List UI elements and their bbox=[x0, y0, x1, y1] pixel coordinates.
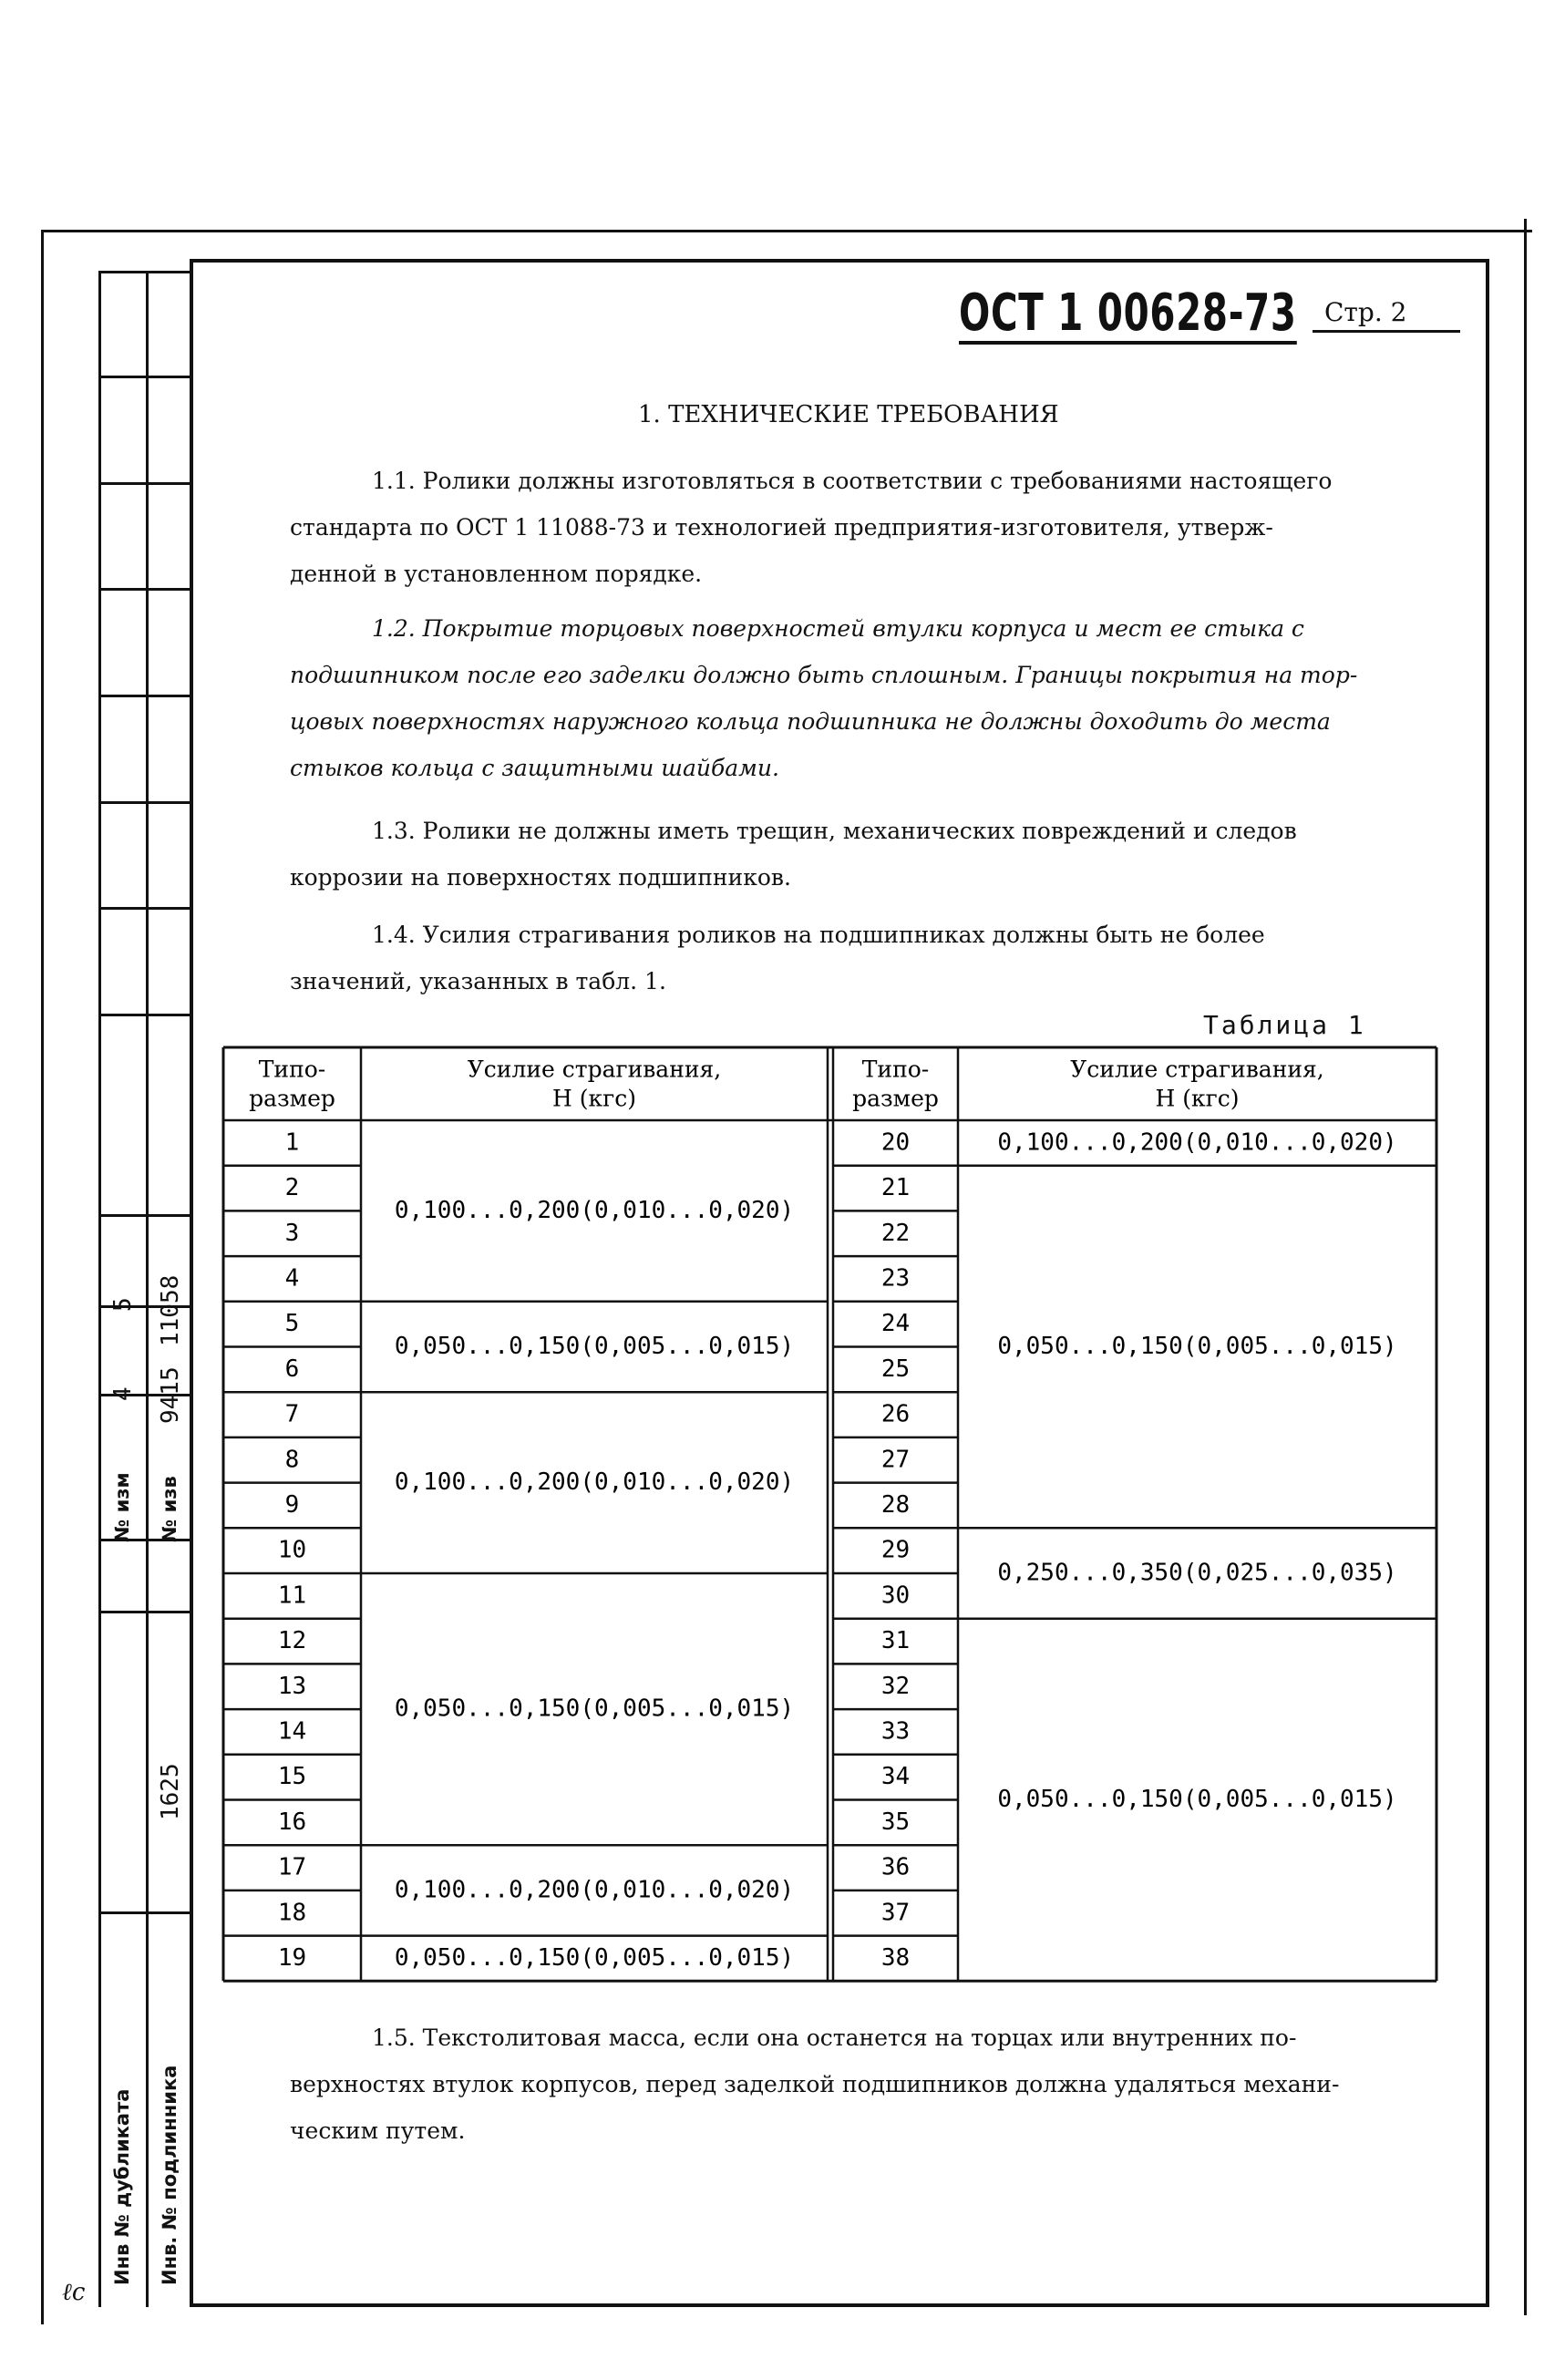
table-size-cell: 27 bbox=[880, 1446, 911, 1474]
para-line: значений, указанных в табл. 1. bbox=[290, 968, 666, 994]
table-size-cell: 21 bbox=[880, 1174, 911, 1202]
table-size-cell: 8 bbox=[284, 1446, 300, 1474]
paragraph-1-1 bbox=[290, 458, 1411, 597]
change-value-4: 4 bbox=[109, 1386, 137, 1401]
table-size-cell: 17 bbox=[277, 1853, 307, 1881]
table-size-cell: 14 bbox=[277, 1717, 307, 1746]
page-number-underline bbox=[1313, 330, 1460, 333]
table-force-cell: 0,100...0,200(0,010...0,020) bbox=[394, 1196, 795, 1224]
header-size-label: размер bbox=[249, 1085, 335, 1112]
table-size-cell: 20 bbox=[880, 1128, 911, 1157]
table-size-cell: 28 bbox=[880, 1490, 911, 1519]
para-line: стандарта по ОСТ 1 11088-73 и технологией предприятия-изготовителя, утверж- bbox=[290, 514, 1273, 541]
table-size-cell: 9 bbox=[284, 1490, 300, 1519]
para-line: денной в установленном порядке. bbox=[290, 561, 703, 587]
doc-no-label: № изв bbox=[159, 1476, 180, 1542]
table-force-cell: 0,050...0,150(0,005...0,015) bbox=[997, 1786, 1397, 1813]
side-row-line bbox=[98, 801, 191, 804]
table-size-cell: 22 bbox=[880, 1219, 911, 1247]
doc-code: ОСТ 1 00628-73 bbox=[959, 283, 1297, 343]
doc-value-11058: 11058 bbox=[157, 1274, 184, 1346]
page-number: Стр. 2 bbox=[1324, 297, 1407, 327]
para-line: ческим путем. bbox=[290, 2117, 466, 2144]
table-size-cell: 36 bbox=[880, 1853, 911, 1881]
change-value-5: 5 bbox=[109, 1297, 137, 1312]
side-row-line bbox=[98, 695, 191, 697]
side-row-line bbox=[98, 1014, 191, 1016]
side-row-line bbox=[98, 588, 191, 591]
table-size-cell: 5 bbox=[284, 1310, 300, 1338]
para-line: подшипником после его заделки должно быть сплошным. Границы покрытия на тор- bbox=[290, 662, 1358, 688]
table-force-cell: 0,100...0,200(0,010...0,020) bbox=[997, 1128, 1397, 1157]
orig-inv-value: 1625 bbox=[157, 1763, 184, 1820]
table-force-cell: 0,050...0,150(0,005...0,015) bbox=[394, 1943, 795, 1972]
side-row-line bbox=[98, 271, 191, 273]
para-line: коррозии на поверхностях подшипников. bbox=[290, 864, 791, 891]
table-size-cell: 25 bbox=[880, 1355, 911, 1383]
side-col-line bbox=[98, 271, 101, 2307]
para-line: стыков кольца с защитными шайбами. bbox=[290, 755, 779, 781]
table-force-cell: 0,250...0,350(0,025...0,035) bbox=[997, 1559, 1397, 1587]
table-size-cell: 18 bbox=[277, 1899, 307, 1927]
para-line: 1.1. Ролики должны изготовляться в соответствии с требованиями настоящего bbox=[372, 468, 1333, 494]
outer-frame-right-edge bbox=[1524, 219, 1527, 2315]
table-force-cell: 0,050...0,150(0,005...0,015) bbox=[394, 1695, 795, 1723]
table-force-cell: 0,100...0,200(0,010...0,020) bbox=[394, 1876, 795, 1904]
table-size-cell: 23 bbox=[880, 1264, 911, 1293]
table-size-cell: 35 bbox=[880, 1808, 911, 1836]
side-stamp-block bbox=[98, 271, 191, 2307]
table-size-cell: 2 bbox=[284, 1174, 300, 1202]
table-size-cell: 16 bbox=[277, 1808, 307, 1836]
table-size-cell: 12 bbox=[277, 1627, 307, 1655]
table-size-cell: 26 bbox=[880, 1400, 911, 1428]
header-size-label: размер bbox=[852, 1085, 939, 1112]
table-size-cell: 13 bbox=[277, 1672, 307, 1700]
table-size-cell: 4 bbox=[284, 1264, 300, 1293]
table-size-cell: 33 bbox=[880, 1717, 911, 1746]
side-row-line bbox=[98, 1911, 191, 1914]
table-size-cell: 34 bbox=[880, 1763, 911, 1791]
para-line: 1.2. Покрытие торцовых поверхностей втулки корпуса и мест ее стыка с bbox=[372, 615, 1304, 642]
side-col-line bbox=[146, 271, 149, 2307]
table-size-cell: 37 bbox=[880, 1899, 911, 1927]
table-size-cell: 1 bbox=[284, 1128, 300, 1157]
doc-value-9415: 9415 bbox=[157, 1366, 184, 1424]
para-line: 1.3. Ролики не должны иметь трещин, механических повреждений и следов bbox=[372, 818, 1297, 844]
table-size-cell: 3 bbox=[284, 1219, 300, 1247]
section-title: 1. ТЕХНИЧЕСКИЕ ТРЕБОВАНИЯ bbox=[638, 401, 1059, 428]
table-size-cell: 24 bbox=[880, 1310, 911, 1338]
table-size-cell: 32 bbox=[880, 1672, 911, 1700]
orig-inv-label: Инв. № подлинника bbox=[159, 2065, 180, 2285]
table-force-cell: 0,050...0,150(0,005...0,015) bbox=[997, 1333, 1397, 1360]
header-size-label: Типо- bbox=[861, 1056, 930, 1083]
table-size-cell: 19 bbox=[277, 1943, 307, 1972]
header-force-label: Усилие страгивания, bbox=[467, 1056, 722, 1083]
table-force-cell: 0,050...0,150(0,005...0,015) bbox=[394, 1333, 795, 1360]
para-line: цовых поверхностях наружного кольца подшипника не должны доходить до места bbox=[290, 708, 1331, 735]
table-size-cell: 10 bbox=[277, 1536, 307, 1564]
paragraph-1-5 bbox=[290, 2014, 1411, 2154]
table-1 bbox=[221, 1046, 1443, 2003]
table-size-cell: 7 bbox=[284, 1400, 300, 1428]
header-force-label: Н (кгс) bbox=[1155, 1085, 1240, 1112]
change-no-label: № изм bbox=[111, 1472, 133, 1542]
side-row-line bbox=[98, 482, 191, 485]
table-size-cell: 30 bbox=[880, 1582, 911, 1610]
table-size-cell: 11 bbox=[277, 1582, 307, 1610]
table-caption: Таблица 1 bbox=[1203, 1010, 1366, 1040]
paragraph-1-2 bbox=[290, 605, 1411, 791]
side-row-line bbox=[98, 1611, 191, 1613]
side-row-line bbox=[98, 1214, 191, 1217]
side-row-line bbox=[98, 376, 191, 378]
para-line: 1.5. Текстолитовая масса, если она останется на торцах или внутренних по- bbox=[372, 2025, 1297, 2051]
table-size-cell: 15 bbox=[277, 1763, 307, 1791]
dup-inv-label: Инв № дубликата bbox=[111, 2088, 133, 2285]
table-size-cell: 29 bbox=[880, 1536, 911, 1564]
header-force-label: Н (кгс) bbox=[552, 1085, 636, 1112]
table-force-cell: 0,100...0,200(0,010...0,020) bbox=[394, 1468, 795, 1497]
para-line: верхностях втулок корпусов, перед заделкой подшипников должна удаляться механи- bbox=[290, 2071, 1340, 2097]
header-size-label: Типо- bbox=[258, 1056, 326, 1083]
table-size-cell: 31 bbox=[880, 1627, 911, 1655]
table-size-cell: 38 bbox=[880, 1943, 911, 1972]
paragraph-1-4 bbox=[290, 912, 1411, 1005]
para-line: 1.4. Усилия страгивания роликов на подшипниках должны быть не более bbox=[372, 922, 1265, 948]
corner-handwritten-mark: ℓc bbox=[62, 2279, 86, 2306]
header-force-label: Усилие страгивания, bbox=[1070, 1056, 1324, 1083]
side-row-line bbox=[98, 907, 191, 910]
paragraph-1-3 bbox=[290, 808, 1411, 901]
table-size-cell: 6 bbox=[284, 1355, 300, 1383]
